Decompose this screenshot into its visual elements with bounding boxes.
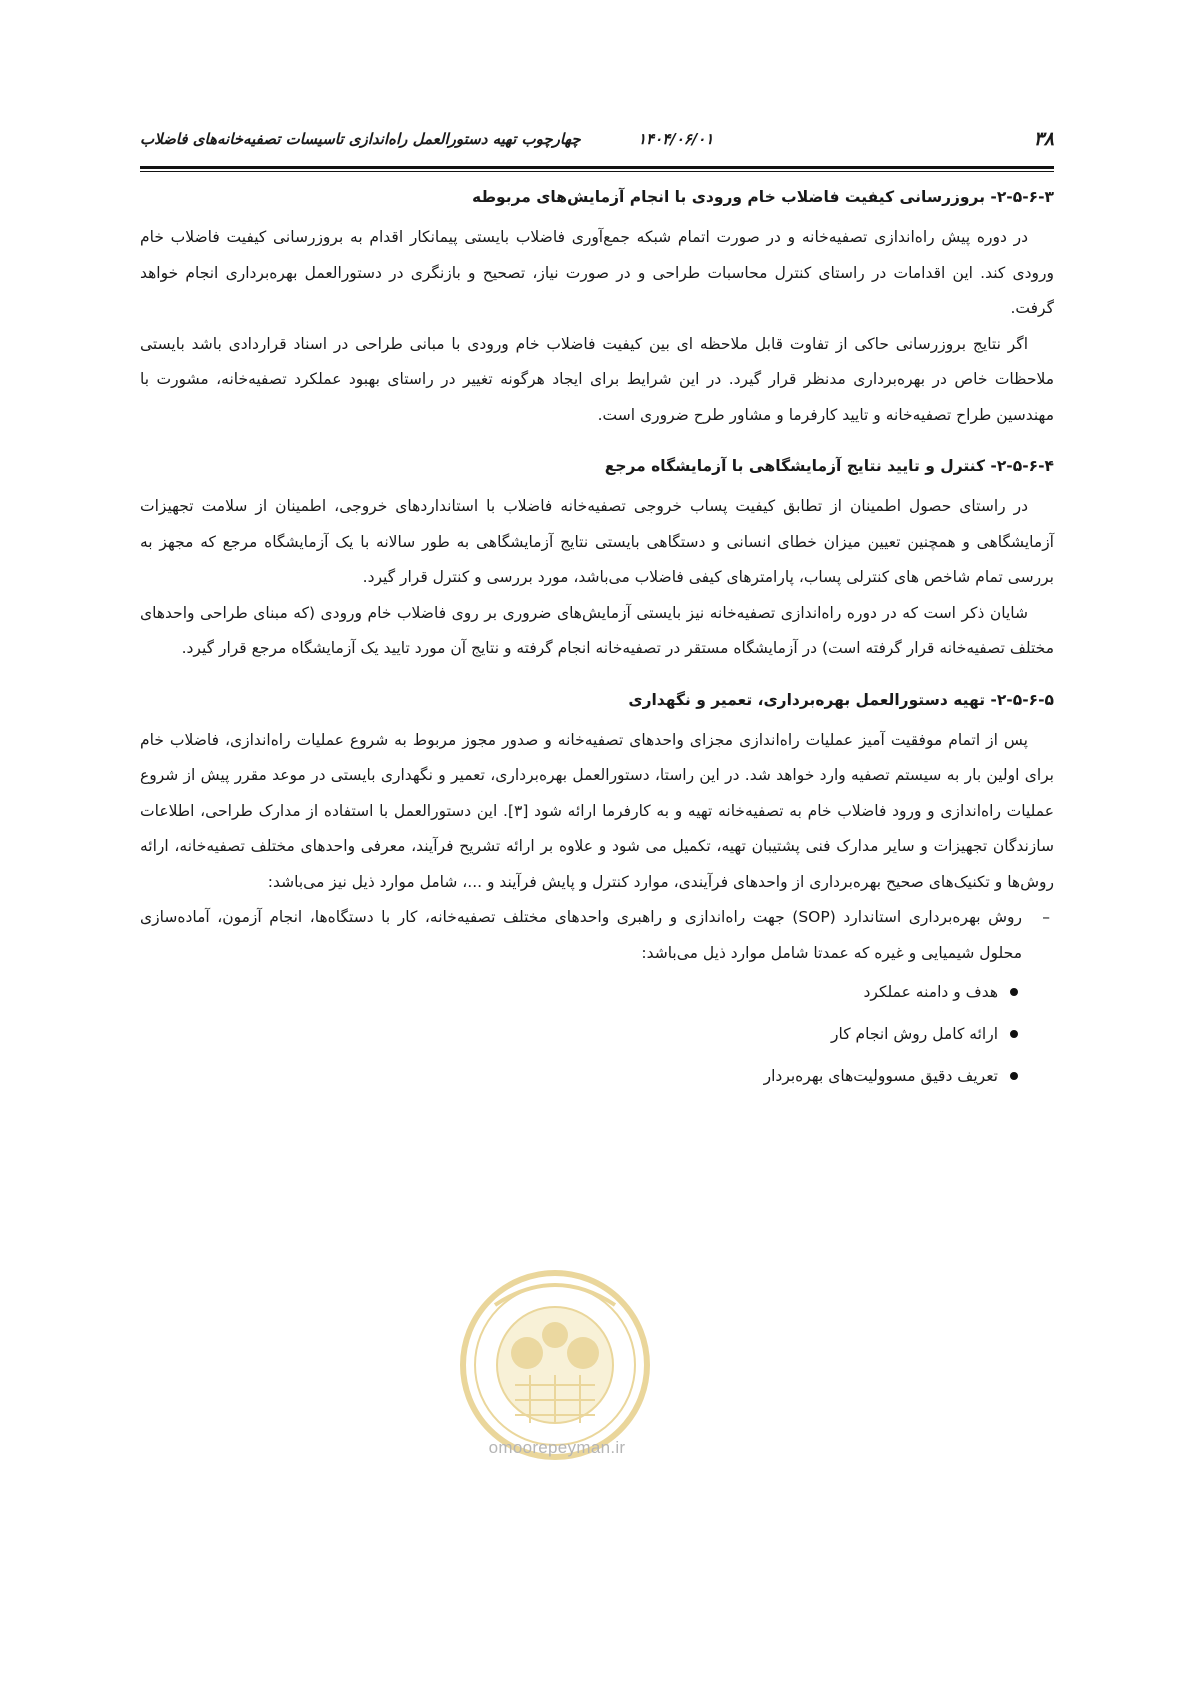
page-header [140, 128, 1054, 162]
paragraph: پس از اتمام موفقیت آمیز عملیات راه‌اندازی مجزای واحدهای تصفیه‌خانه و صدور مجوز مربوط به شروع عملیات راه‌اندازی، فاضلاب خام برای اولین بار به سیستم تصفیه وارد خواهد شد. در این راستا، دستورالعمل بهره‌برداری، تعمیر و نگهداری بایستی در موعد مقرر پیش از شروع عملیات راه‌اندازی و ورود فاضلاب خام به تصفیه‌خانه تهیه و به کارفرما ارائه شود [۳]. این دستورالعمل با استفاده از مدارک طراحی، اطلاعات سازندگان تجهیزات و سایر مدارک فنی پشتیبان تهیه، تکمیل می شود و علاوه بر ارائه تشریح فرآیند، معرفی واحدهای مختلف تصفیه‌خانه، ارائه روش‌ها و تکنیک‌های صحیح بهره‌برداری از واحدهای فرآیندی، موارد کنترل و پایش فرآیند و ...، شامل موارد ذیل نیز می‌باشد: [140, 730, 1054, 891]
bullet-icon [1010, 1072, 1018, 1080]
dash-list-item [140, 900, 1054, 971]
header-title: چهارچوب تهیه دستورالعمل راه‌اندازی تاسیسات تصفیه‌خانه‌های فاضلاب [140, 130, 581, 148]
section-heading: ۲-۵-۶-۵- تهیه دستورالعمل بهره‌برداری، تعمیر و نگهداری [628, 690, 1054, 709]
list-item-text: هدف و دامنه عملکرد [863, 983, 998, 1001]
page-number: ۳۸ [1033, 128, 1054, 150]
paragraph: اگر نتایج بروزرسانی حاکی از تفاوت قابل ملاحظه ای بین کیفیت فاضلاب خام ورودی با مبانی طراحی در اسناد قراردادی باشد بایستی ملاحظات خاص در بهره‌برداری مدنظر قرار گیرد. در این شرایط برای ایجاد هرگونه تغییر در راستای بهبود عملکرد تصفیه‌خانه، مشورت با مهندسین طراح تصفیه‌خانه و تایید کارفرما و مشاور طرح ضروری است. [140, 334, 1054, 424]
list-item-text: تعریف دقیق مسوولیت‌های بهره‌بردار [763, 1067, 998, 1085]
paragraph: شایان ذکر است که در دوره راه‌اندازی تصفیه‌خانه نیز بایستی آزمایش‌های ضروری بر روی فاضلاب خام ورودی (که مبنای طراحی واحدهای مختلف تصفیه‌خانه قرار گرفته است) در آزمایشگاه مستقر در تصفیه‌خانه انجام گرفته و نتایج آن مورد تایید یک آزمایشگاه مرجع قرار گیرد. [140, 603, 1054, 657]
seal-watermark-icon [455, 1265, 655, 1465]
bullet-list [140, 971, 1054, 1097]
header-date: ۱۴۰۴/۰۶/۰۱ [638, 130, 714, 148]
paragraph: در دوره پیش راه‌اندازی تصفیه‌خانه و در صورت اتمام شبکه جمع‌آوری فاضلاب بایستی پیمانکار اقدام به بروزرسانی کیفیت فاضلاب خام ورودی کند. این اقدامات در راستای کنترل محاسبات طراحی و در صورت نیاز، تصحیح و بازنگری در دستورالعمل بهره‌برداری انجام خواهد گرفت. [140, 228, 1054, 317]
bullet-icon [1010, 988, 1018, 996]
section-heading: ۲-۵-۶-۴- کنترل و تایید نتایج آزمایشگاهی با آزمایشگاه مرجع [604, 457, 1054, 475]
watermark-url: omoorepeyman.ir [488, 1438, 626, 1457]
list-item-text: ارائه کامل روش انجام کار [831, 1025, 998, 1043]
dash-item-text: روش بهره‌برداری استاندارد (SOP) جهت راه‌اندازی و راهبری واحدهای مختلف تصفیه‌خانه، کار با دستگاه‌ها، انجام آزمون، آماده‌سازی محلول شیمیایی و غیره که عمدتا شامل موارد ذیل می‌باشد: [140, 908, 1022, 962]
list-item [140, 1013, 1022, 1055]
page-content [140, 180, 1054, 1097]
header-rule [140, 166, 1054, 172]
dash-mark: – [1042, 908, 1050, 926]
paragraph: در راستای حصول اطمینان از تطابق کیفیت پساب خروجی تصفیه‌خانه فاضلاب با استانداردهای خروجی، اطمینان از سلامت تجهیزات آزمایشگاهی و همچنین تعیین میزان خطای انسانی و دستگاهی بایستی نتایج آزمایشگاهی به طور سالانه با یک آزمایشگاه مرجع که مجهز به بررسی تمام شاخص های کنترلی پساب، پارامترهای کیفی فاضلاب می‌باشد، مورد بررسی و کنترل قرار گیرد. [140, 497, 1054, 586]
section-heading: ۲-۵-۶-۳- بروزرسانی کیفیت فاضلاب خام ورودی با انجام آزمایش‌های مربوطه [472, 188, 1054, 206]
list-item [140, 1055, 1022, 1097]
list-item [140, 971, 1022, 1013]
bullet-icon [1010, 1030, 1018, 1038]
